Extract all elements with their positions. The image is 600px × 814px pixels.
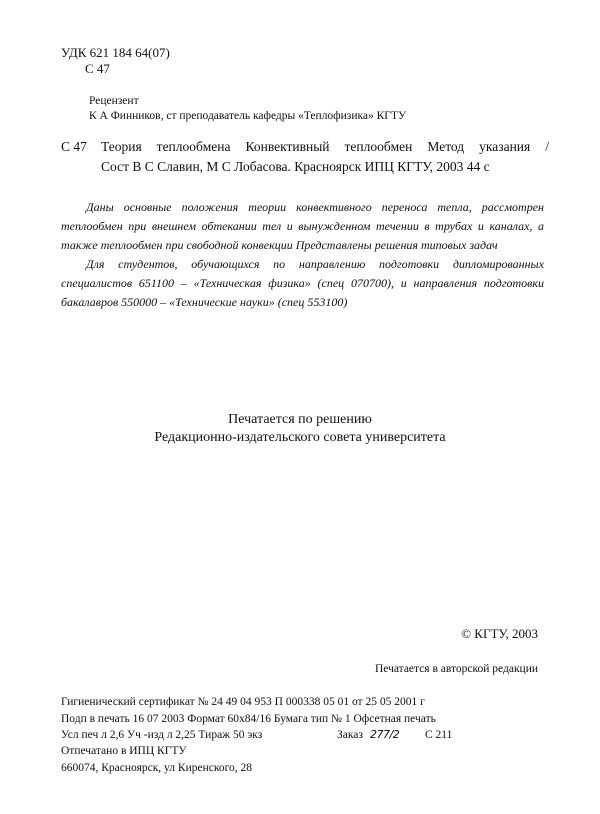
author-edition-note: Печатается в авторской редакции — [374, 663, 538, 675]
bbk-code: С 47 — [85, 61, 110, 76]
print-volume: Усл печ л 2,6 Уч -изд л 2,25 Тираж 50 экз — [61, 729, 263, 741]
udk-code: УДК 621 184 64(07) — [61, 45, 170, 60]
bibliography-line-2: Сост В С Славин, М С Лобасова. Красноярск ИПЦ КГТУ, 2003 44 с — [101, 159, 490, 174]
printer-address: 660074, Красноярск, ул Киренского, 28 — [61, 762, 253, 774]
annotation-paragraph-2: Для студентов, обучающихся по направлению подготовки дипломированных специалистов 651100 – «Техническая физика» (спец 070700), и направления подготовки бакалавров 550000 – «Технические науки» (спец 553100) — [61, 257, 544, 309]
printed-at: Отпечатано в ИПЦ КГТУ — [61, 745, 187, 757]
hygiene-certificate: Гигиенический сертификат № 24 49 04 953 П 000338 05 01 от 25 05 2001 г — [61, 696, 425, 708]
publishing-decision-line-1: Печатается по решению — [228, 412, 372, 427]
copyright: © КГТУ, 2003 — [461, 626, 538, 641]
reviewer-label: Рецензент — [89, 95, 139, 107]
order-label: Заказ — [337, 729, 363, 741]
annotation — [61, 198, 544, 312]
print-details: Подп в печать 16 07 2003 Формат 60х84/16 Бумага тип № 1 Офсетная печать — [61, 713, 436, 725]
bibliography-line-1: Теория теплообмена Конвективный теплообмен Метод указания / — [101, 139, 549, 154]
bibliography-code: С 47 — [61, 139, 87, 154]
annotation-paragraph-1: Даны основные положения теории конвективного переноса тепла, рассмотрен теплообмен при внешнем обтекании тел и вынужденном течении в трубах и каналах, а также теплообмен при свободной конвекции Представлены решения типовых задач — [61, 200, 544, 252]
reviewer-text: К А Финников, ст преподаватель кафедры «Теплофизика» КГТУ — [89, 110, 407, 122]
order-number-handwritten: 277/2 — [370, 728, 400, 741]
order-code: С 211 — [425, 729, 453, 741]
publishing-decision-line-2: Редакционно-издательского совета университета — [154, 430, 446, 445]
